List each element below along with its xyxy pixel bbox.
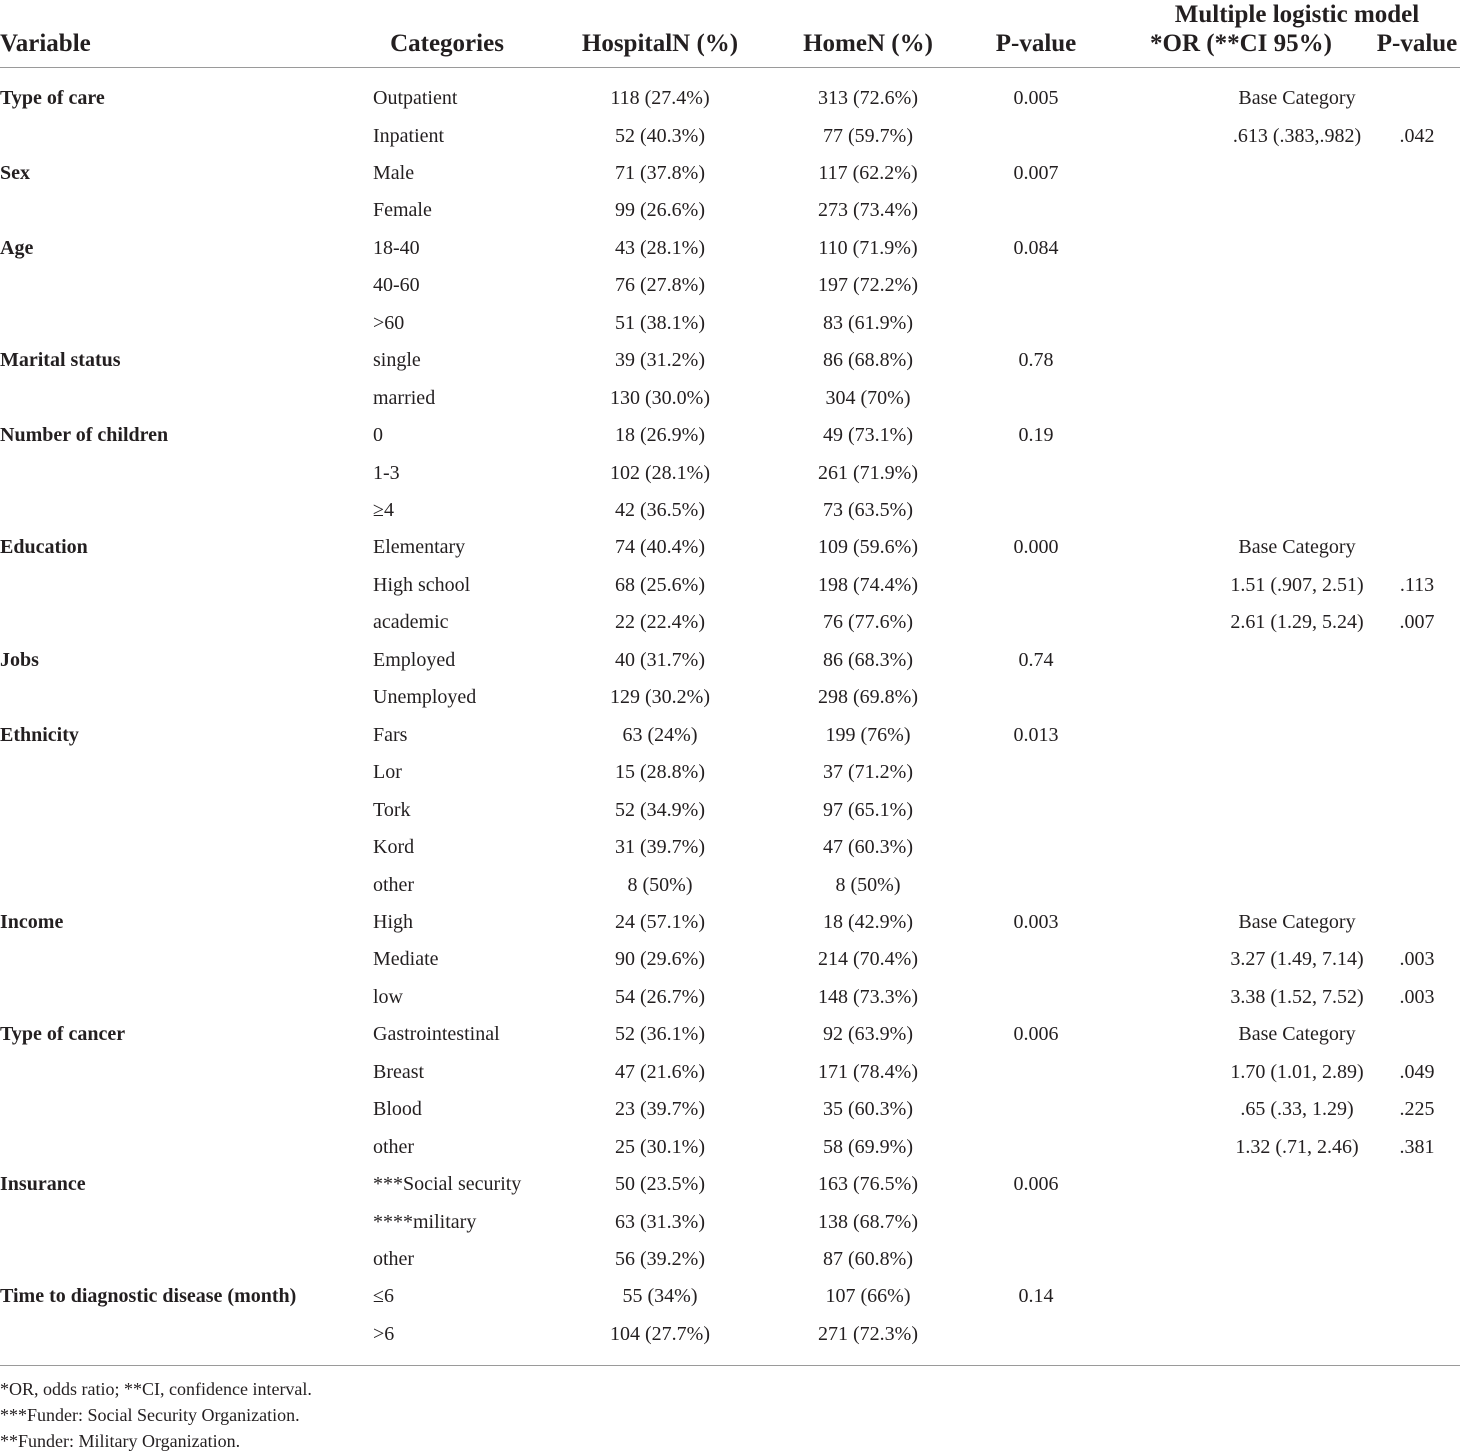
home-cell: 304 (70%) <box>825 386 911 409</box>
table-row <box>0 350 1460 387</box>
variable-cell: Type of cancer <box>0 1023 126 1046</box>
category-cell: 1-3 <box>373 461 400 484</box>
variable-cell: Number of children <box>0 424 169 447</box>
table-row <box>0 837 1460 874</box>
variable-cell: Ethnicity <box>0 723 79 746</box>
category-cell: High school <box>373 573 471 596</box>
variable-cell: Marital status <box>0 349 121 372</box>
home-cell: 117 (62.2%) <box>818 161 918 184</box>
pvalue-cell: 0.006 <box>1013 1173 1059 1196</box>
home-cell: 109 (59.6%) <box>818 536 918 559</box>
table-row <box>0 463 1460 500</box>
home-cell: 73 (63.5%) <box>823 499 913 521</box>
home-cell: 8 (50%) <box>835 873 901 896</box>
category-cell: 18-40 <box>373 236 420 259</box>
pvalue-cell: 0.005 <box>1013 87 1059 109</box>
hospital-cell: 52 (34.9%) <box>615 798 705 821</box>
variable-cell: Education <box>0 536 88 559</box>
table-row <box>0 88 1460 125</box>
table-row <box>0 687 1460 724</box>
category-cell: Blood <box>373 1098 422 1121</box>
category-cell: Tork <box>373 798 411 821</box>
home-cell: 86 (68.3%) <box>823 648 913 671</box>
hospital-cell: 90 (29.6%) <box>615 948 705 971</box>
category-cell: ≥4 <box>373 499 394 521</box>
home-cell: 76 (77.6%) <box>823 611 913 634</box>
home-cell: 198 (74.4%) <box>818 573 918 596</box>
table-row <box>0 388 1460 425</box>
category-cell: 40-60 <box>373 274 420 297</box>
header-or-ci: *OR (**CI 95%) <box>1150 30 1332 57</box>
hospital-cell: 104 (27.7%) <box>610 1322 710 1345</box>
footnote: *OR, odds ratio; **CI, confidence interval. <box>0 1379 312 1399</box>
home-cell: 261 (71.9%) <box>818 461 918 484</box>
home-cell: 298 (69.8%) <box>818 686 918 709</box>
table-row <box>0 762 1460 799</box>
category-cell: other <box>373 1248 415 1270</box>
variable-cell: Insurance <box>0 1173 86 1196</box>
or-ci-cell: 1.70 (1.01, 2.89) <box>1230 1060 1364 1083</box>
home-cell: 37 (71.2%) <box>823 761 913 784</box>
bottom-divider <box>0 1365 1460 1366</box>
home-cell: 271 (72.3%) <box>818 1322 918 1345</box>
category-cell: Breast <box>373 1060 425 1083</box>
or-ci-cell: 3.38 (1.52, 7.52) <box>1230 985 1364 1008</box>
variable-cell: Jobs <box>0 648 39 671</box>
header-home: HomeN (%) <box>803 30 933 57</box>
home-cell: 163 (76.5%) <box>818 1173 918 1196</box>
pvalue-cell: 0.19 <box>1018 424 1054 447</box>
category-cell: Male <box>373 161 415 184</box>
category-cell: ≤6 <box>373 1285 394 1308</box>
model-pvalue-cell: .003 <box>1399 948 1435 971</box>
hospital-cell: 22 (22.4%) <box>615 611 705 634</box>
hospital-cell: 40 (31.7%) <box>615 648 705 671</box>
or-ci-cell: 1.32 (.71, 2.46) <box>1235 1135 1359 1158</box>
header-model-pvalue: P-value <box>1376 30 1458 57</box>
category-cell: Employed <box>373 648 456 671</box>
model-pvalue-cell: .007 <box>1399 611 1435 634</box>
table-row <box>0 725 1460 762</box>
hospital-cell: 52 (40.3%) <box>615 124 705 147</box>
table-row <box>0 1137 1460 1174</box>
table-row <box>0 875 1460 912</box>
model-pvalue-cell: .042 <box>1399 124 1435 147</box>
or-ci-cell: .65 (.33, 1.29) <box>1240 1098 1354 1121</box>
pvalue-cell: 0.006 <box>1013 1023 1059 1046</box>
pvalue-cell: 0.013 <box>1013 723 1059 746</box>
or-ci-cell: .613 (.383,.982) <box>1232 124 1362 147</box>
category-cell: Gastrointestinal <box>373 1023 500 1046</box>
home-cell: 197 (72.2%) <box>818 274 918 297</box>
pvalue-cell: 0.14 <box>1018 1285 1054 1308</box>
pvalue-cell: 0.084 <box>1013 236 1059 259</box>
hospital-cell: 118 (27.4%) <box>610 87 710 109</box>
hospital-cell: 54 (26.7%) <box>615 985 705 1008</box>
category-cell: low <box>373 985 403 1008</box>
category-cell: married <box>373 386 436 409</box>
hospital-cell: 24 (57.1%) <box>615 910 705 933</box>
table-row <box>0 425 1460 462</box>
or-ci-cell: Base Category <box>1238 910 1356 933</box>
category-cell: Outpatient <box>373 87 458 109</box>
hospital-cell: 51 (38.1%) <box>615 311 705 334</box>
category-cell: Elementary <box>373 536 466 559</box>
or-ci-cell: Base Category <box>1238 1023 1356 1046</box>
or-ci-cell: Base Category <box>1238 536 1356 559</box>
category-cell: Mediate <box>373 948 439 971</box>
table-row <box>0 1062 1460 1099</box>
category-cell: other <box>373 1135 415 1158</box>
model-pvalue-cell: .225 <box>1399 1098 1435 1121</box>
table-row <box>0 800 1460 837</box>
hospital-cell: 71 (37.8%) <box>615 161 705 184</box>
hospital-cell: 31 (39.7%) <box>615 836 705 858</box>
header-categories: Categories <box>390 30 504 57</box>
hospital-cell: 74 (40.4%) <box>615 536 705 559</box>
header-variable: Variable <box>0 30 91 57</box>
home-cell: 18 (42.9%) <box>823 910 913 933</box>
home-cell: 313 (72.6%) <box>818 87 918 109</box>
hospital-cell: 15 (28.8%) <box>615 761 705 784</box>
hospital-cell: 39 (31.2%) <box>615 349 705 372</box>
table-row <box>0 275 1460 312</box>
category-cell: >60 <box>373 311 405 334</box>
table-row <box>0 987 1460 1024</box>
table-row <box>0 537 1460 574</box>
category-cell: Fars <box>373 723 408 746</box>
table-row <box>0 575 1460 612</box>
category-cell: High <box>373 910 413 933</box>
model-pvalue-cell: .381 <box>1399 1135 1435 1158</box>
home-cell: 199 (76%) <box>825 723 911 746</box>
or-ci-cell: Base Category <box>1238 87 1356 109</box>
category-cell: ****military <box>373 1210 477 1233</box>
table-row <box>0 1099 1460 1136</box>
model-pvalue-cell: .049 <box>1399 1060 1435 1083</box>
variable-cell: Type of care <box>0 87 105 109</box>
home-cell: 58 (69.9%) <box>823 1135 913 1158</box>
hospital-cell: 55 (34%) <box>622 1285 698 1308</box>
home-cell: 148 (73.3%) <box>818 985 918 1008</box>
variable-cell: Sex <box>0 161 30 184</box>
home-cell: 214 (70.4%) <box>818 948 918 971</box>
table-row <box>0 912 1460 949</box>
hospital-cell: 63 (31.3%) <box>615 1210 705 1233</box>
hospital-cell: 76 (27.8%) <box>615 274 705 297</box>
category-cell: 0 <box>373 424 383 447</box>
category-cell: Female <box>373 199 432 222</box>
home-cell: 107 (66%) <box>825 1285 911 1308</box>
table-row <box>0 650 1460 687</box>
model-pvalue-cell: .003 <box>1399 985 1435 1008</box>
home-cell: 77 (59.7%) <box>823 124 913 147</box>
group-header-logistic-model: Multiple logistic model <box>1174 1 1420 28</box>
hospital-cell: 129 (30.2%) <box>610 686 710 709</box>
category-cell: ***Social security <box>373 1173 522 1196</box>
hospital-cell: 25 (30.1%) <box>615 1135 705 1158</box>
hospital-cell: 43 (28.1%) <box>615 236 705 259</box>
table-row <box>0 1286 1460 1323</box>
home-cell: 49 (73.1%) <box>823 424 913 447</box>
home-cell: 110 (71.9%) <box>818 236 918 259</box>
header-hospital: HospitalN (%) <box>581 30 739 57</box>
table-row <box>0 126 1460 163</box>
hospital-cell: 130 (30.0%) <box>610 386 710 409</box>
pvalue-cell: 0.74 <box>1018 648 1054 671</box>
table-row <box>0 238 1460 275</box>
home-cell: 86 (68.8%) <box>823 349 913 372</box>
home-cell: 35 (60.3%) <box>823 1098 913 1121</box>
footnote: ***Funder: Social Security Organization. <box>0 1405 300 1425</box>
home-cell: 273 (73.4%) <box>818 199 918 222</box>
table-row <box>0 163 1460 200</box>
table-row <box>0 500 1460 537</box>
table-row <box>0 1324 1460 1361</box>
pvalue-cell: 0.007 <box>1013 161 1059 184</box>
hospital-cell: 52 (36.1%) <box>615 1023 705 1046</box>
table-row <box>0 1249 1460 1286</box>
or-ci-cell: 3.27 (1.49, 7.14) <box>1230 948 1364 971</box>
hospital-cell: 18 (26.9%) <box>615 424 705 447</box>
category-cell: other <box>373 873 415 896</box>
variable-cell: Income <box>0 910 64 933</box>
category-cell: academic <box>373 611 449 634</box>
home-cell: 83 (61.9%) <box>823 311 913 334</box>
hospital-cell: 99 (26.6%) <box>615 199 705 222</box>
home-cell: 138 (68.7%) <box>818 1210 918 1233</box>
model-pvalue-cell: .113 <box>1399 573 1435 596</box>
category-cell: >6 <box>373 1322 395 1345</box>
hospital-cell: 68 (25.6%) <box>615 573 705 596</box>
home-cell: 87 (60.8%) <box>823 1248 913 1270</box>
pvalue-cell: 0.000 <box>1013 536 1059 559</box>
category-cell: single <box>373 349 421 372</box>
table-row <box>0 612 1460 649</box>
category-cell: Kord <box>373 836 415 858</box>
category-cell: Inpatient <box>373 124 445 147</box>
pvalue-cell: 0.78 <box>1018 349 1054 372</box>
home-cell: 171 (78.4%) <box>818 1060 918 1083</box>
category-cell: Unemployed <box>373 686 477 709</box>
header-pvalue: P-value <box>995 30 1077 57</box>
hospital-cell: 8 (50%) <box>627 873 693 896</box>
table-row <box>0 949 1460 986</box>
hospital-cell: 47 (21.6%) <box>615 1060 705 1083</box>
or-ci-cell: 1.51 (.907, 2.51) <box>1230 573 1364 596</box>
table-row <box>0 313 1460 350</box>
table-row <box>0 200 1460 237</box>
hospital-cell: 63 (24%) <box>622 723 698 746</box>
or-ci-cell: 2.61 (1.29, 5.24) <box>1230 611 1364 634</box>
hospital-cell: 42 (36.5%) <box>615 499 705 521</box>
table-row <box>0 1024 1460 1061</box>
hospital-cell: 50 (23.5%) <box>615 1173 705 1196</box>
hospital-cell: 102 (28.1%) <box>610 461 710 484</box>
hospital-cell: 56 (39.2%) <box>615 1248 705 1270</box>
table-row <box>0 1212 1460 1249</box>
variable-cell: Time to diagnostic disease (month) <box>0 1285 297 1308</box>
hospital-cell: 23 (39.7%) <box>615 1098 705 1121</box>
header-divider <box>0 67 1460 68</box>
home-cell: 47 (60.3%) <box>823 836 913 858</box>
home-cell: 92 (63.9%) <box>823 1023 913 1046</box>
category-cell: Lor <box>373 761 402 784</box>
home-cell: 97 (65.1%) <box>823 798 913 821</box>
footnote: **Funder: Military Organization. <box>0 1431 241 1451</box>
table-row <box>0 1174 1460 1211</box>
pvalue-cell: 0.003 <box>1013 910 1059 933</box>
variable-cell: Age <box>0 236 34 259</box>
